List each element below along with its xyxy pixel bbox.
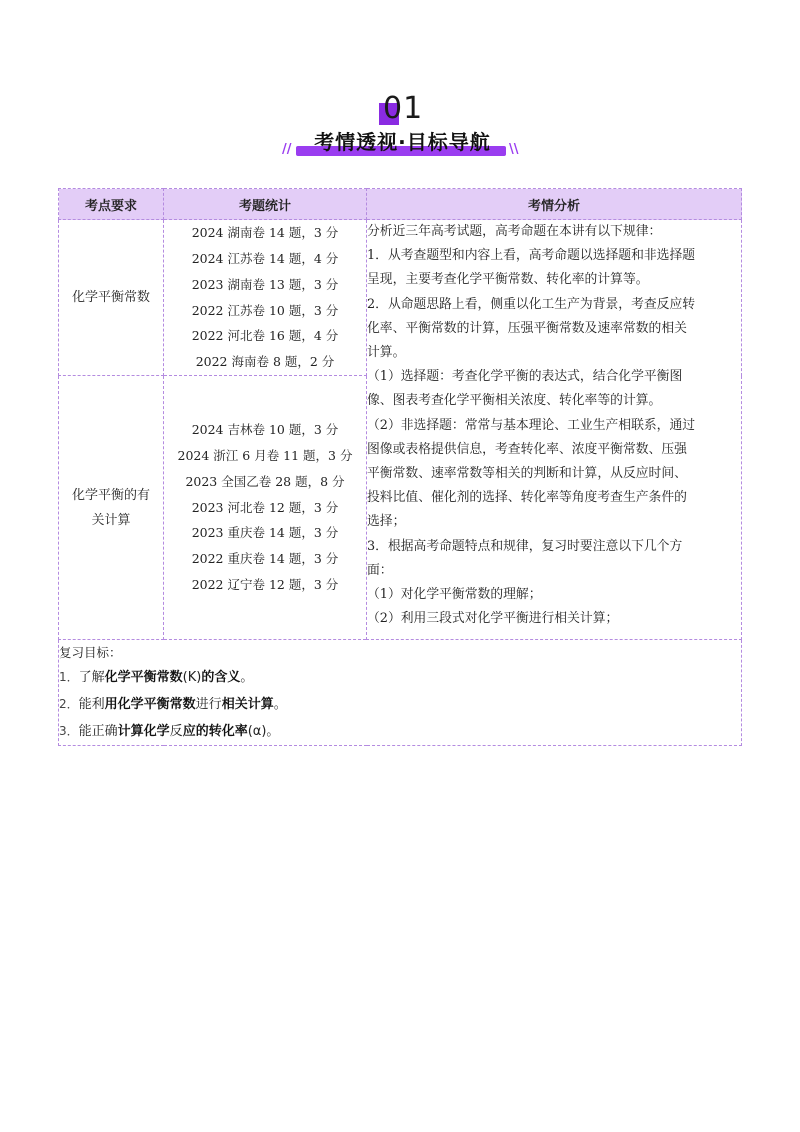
analysis-line: （2）利用三段式对化学平衡进行相关计算；: [367, 611, 619, 627]
stat-item: 2022 海南卷 8 题，2 分: [195, 354, 335, 370]
analysis-line: 平衡常数、速率常数等相关的判断和计算，从反应时间、: [367, 466, 687, 482]
analysis-line: （1）选择题：考查化学平衡的表达式，结合化学平衡图: [367, 369, 683, 385]
stat-item: 2024 吉林卷 10 题，3 分: [191, 422, 339, 438]
requirement-cell: [59, 220, 164, 376]
analysis-line: 像、图表考查化学平衡相关浓度、转化率等的计算。: [367, 393, 662, 409]
goal-text: 能利: [78, 697, 105, 712]
goal-number: 2．: [59, 697, 79, 711]
section-number: 01: [383, 91, 424, 126]
stat-item: 2022 河北卷 16 题，4 分: [191, 328, 339, 344]
header-analysis: 考情分析: [367, 189, 742, 220]
stat-item: 2024 浙江 6 月卷 11 题，3 分: [177, 448, 353, 463]
analysis-line: 选择；: [367, 514, 406, 530]
requirement-cell: [59, 376, 164, 640]
stat-item: 2022 重庆卷 14 题，3 分: [191, 551, 339, 567]
requirement-line: 关计算: [91, 512, 131, 528]
analysis-line: 面：: [367, 562, 393, 578]
analysis-line: 计算。: [367, 345, 406, 361]
stat-item: 2024 江苏卷 14 题，4 分: [191, 250, 339, 266]
goal-keyword: 用化学平衡常数: [104, 697, 196, 712]
analysis-line: 分析近三年高考试题，高考命题在本讲有以下规律：: [367, 224, 662, 239]
header-statistics: 考题统计: [164, 189, 367, 220]
requirement-text: [59, 483, 163, 533]
goal-keyword: 化学平衡常数: [104, 670, 183, 685]
stat-item: 2023 湖南卷 13 题，3 分: [191, 276, 339, 292]
stat-item: 2022 辽宁卷 12 题，3 分: [191, 576, 339, 592]
analysis-line: 2．从命题思路上看，侧重以化工生产为背景，考查反应转: [367, 296, 696, 312]
goal-number: 3．: [59, 724, 79, 738]
goal-keyword: 的含义: [201, 670, 241, 685]
goal-text: 反: [169, 724, 183, 739]
goal-text: 能正确: [78, 724, 118, 739]
analysis-line: 3．根据高考命题特点和规律，复习时要注意以下几个方: [367, 538, 683, 554]
analysis-cell: [367, 220, 742, 640]
table-row: [59, 220, 742, 376]
decor-slash-left: //: [282, 142, 292, 157]
goal-keyword: 应的转化率: [182, 724, 248, 739]
stat-item: 2023 全国乙卷 28 题，8 分: [185, 473, 345, 489]
stat-item: 2024 湖南卷 14 题，3 分: [191, 225, 339, 241]
goal-text: 了解: [78, 670, 105, 685]
goal-item: [59, 718, 741, 745]
goals-title: 复习目标：: [59, 645, 122, 660]
requirement-line: 化学平衡的有: [71, 487, 150, 503]
goal-text: 进行: [195, 697, 222, 712]
analysis-line: （2）非选择题：常常与基本理论、工业生产相联系，通过: [367, 417, 696, 433]
goal-keyword: 相关计算: [221, 697, 274, 712]
goals-cell: [59, 640, 742, 746]
goal-item: [59, 691, 741, 718]
goals-row: [59, 640, 742, 746]
analysis-line: 1．从考查题型和内容上看，高考命题以选择题和非选择题: [367, 248, 696, 264]
analysis-line: 化率、平衡常数的计算，压强平衡常数及速率常数的相关: [367, 320, 687, 336]
goal-number: 1．: [59, 670, 79, 684]
section-subtitle: 考情透视·目标导航: [314, 130, 491, 154]
goal-item: [59, 664, 741, 691]
goal-text: 。: [240, 670, 254, 685]
goal-text: 。: [273, 697, 287, 712]
analysis-line: 图像或表格提供信息，考查转化率、浓度平衡常数、压强: [367, 441, 687, 457]
requirement-text: 化学平衡常数: [71, 290, 150, 305]
analysis-line: 呈现，主要考查化学平衡常数、转化率的计算等。: [367, 272, 649, 288]
statistics-cell: [164, 220, 367, 376]
analysis-line: 投料比值、催化剂的选择、转化率等角度考查生产条件的: [367, 490, 687, 506]
analysis-line: （1）对化学平衡常数的理解；: [367, 587, 542, 603]
goal-text: (K): [182, 670, 202, 685]
exam-analysis-table: [58, 188, 742, 746]
decor-slash-right: \\: [509, 142, 519, 157]
stat-item: 2023 重庆卷 14 题，3 分: [191, 525, 339, 541]
table-header-row: [59, 189, 742, 220]
header-requirement: 考点要求: [59, 189, 164, 220]
stat-item: 2023 河北卷 12 题，3 分: [191, 499, 339, 515]
goal-keyword: 计算化学: [117, 724, 170, 739]
goal-text: (α)。: [247, 724, 280, 739]
stat-item: 2022 江苏卷 10 题，3 分: [191, 302, 339, 318]
statistics-cell: [164, 376, 367, 640]
